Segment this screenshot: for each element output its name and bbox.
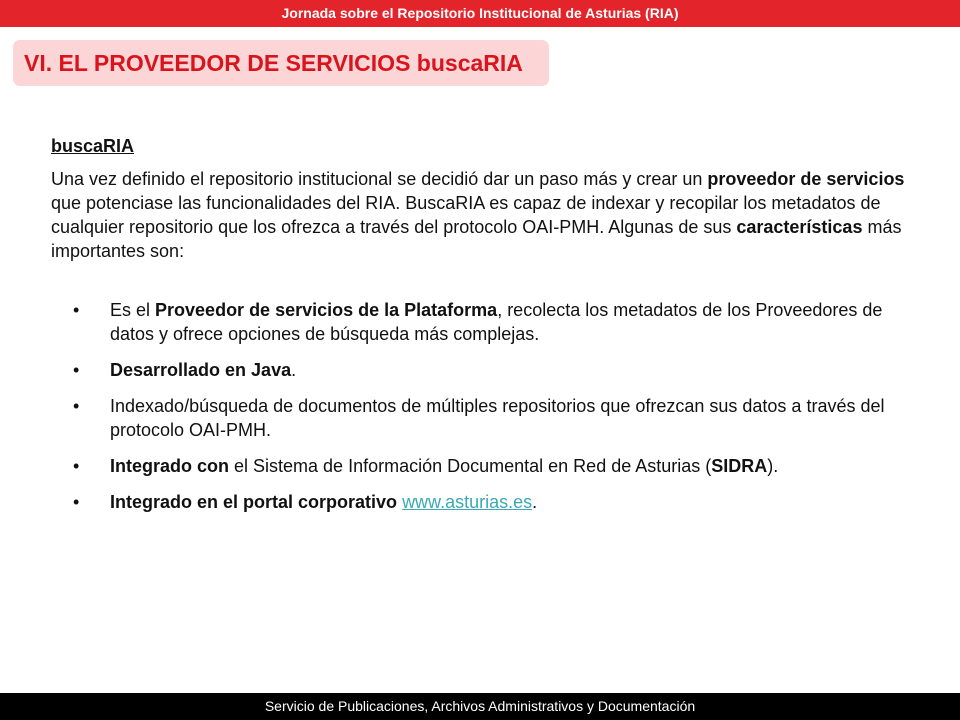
intro-text-1: Una vez definido el repositorio institucional se decidió dar un paso más y crear un (51, 169, 708, 189)
footer-text: Servicio de Publicaciones, Archivos Administrativos y Documentación (264, 698, 696, 714)
item-text: Es el (110, 300, 156, 320)
bullet-icon: • (73, 456, 80, 476)
list-item (73, 358, 913, 382)
bullet-icon: • (73, 360, 80, 380)
item-bold: Desarrollado en Java (110, 360, 292, 380)
list-item (73, 298, 913, 346)
section-title-box (13, 40, 549, 86)
asturias-link[interactable]: www.asturias.es (402, 492, 533, 512)
header-bar (0, 0, 960, 27)
bullet-icon: • (73, 396, 80, 416)
item-bold: SIDRA (711, 456, 768, 476)
bullet-icon: • (73, 300, 80, 320)
intro-paragraph (51, 167, 911, 263)
section-title: VI. EL PROVEEDOR DE SERVICIOS buscaRIA (24, 50, 523, 76)
item-bold: Integrado con (110, 456, 230, 476)
list-item (73, 454, 913, 478)
header-title: Jornada sobre el Repositorio Institucional de Asturias (RIA) (281, 5, 679, 21)
intro-text-3: más importantes son: (51, 217, 902, 261)
list-item (73, 490, 913, 514)
item-bold: Proveedor de servicios de la Plataforma (155, 300, 498, 320)
intro-text-2: que potenciase las funcionalidades del RIA. BuscaRIA es capaz de indexar y recopilar los metadatos de cualquier repositorio que los ofrezca a través del protocolo OAI-PMH. Algunas de sus (51, 193, 881, 237)
item-text: . (291, 360, 297, 380)
feature-list (73, 298, 913, 526)
item-text: , recolecta los metadatos de los Proveedores de datos y ofrece opciones de búsqueda más complejas. (110, 300, 883, 344)
content-heading: buscaRIA (51, 136, 135, 156)
item-text: ). (767, 456, 779, 476)
item-text: Indexado/búsqueda de documentos de múltiples repositorios que ofrezcan sus datos a través del protocolo OAI-PMH. (110, 396, 885, 440)
item-bold: Integrado en el portal corporativo (110, 492, 398, 512)
content-area (51, 134, 931, 263)
item-text: el Sistema de Información Documental en Red de Asturias ( (229, 456, 712, 476)
intro-bold-1: proveedor de servicios (707, 169, 905, 189)
list-item (73, 394, 913, 442)
bullet-icon: • (73, 492, 80, 512)
item-text: . (532, 492, 538, 512)
footer-bar (0, 693, 960, 720)
intro-bold-2: características (736, 217, 863, 237)
